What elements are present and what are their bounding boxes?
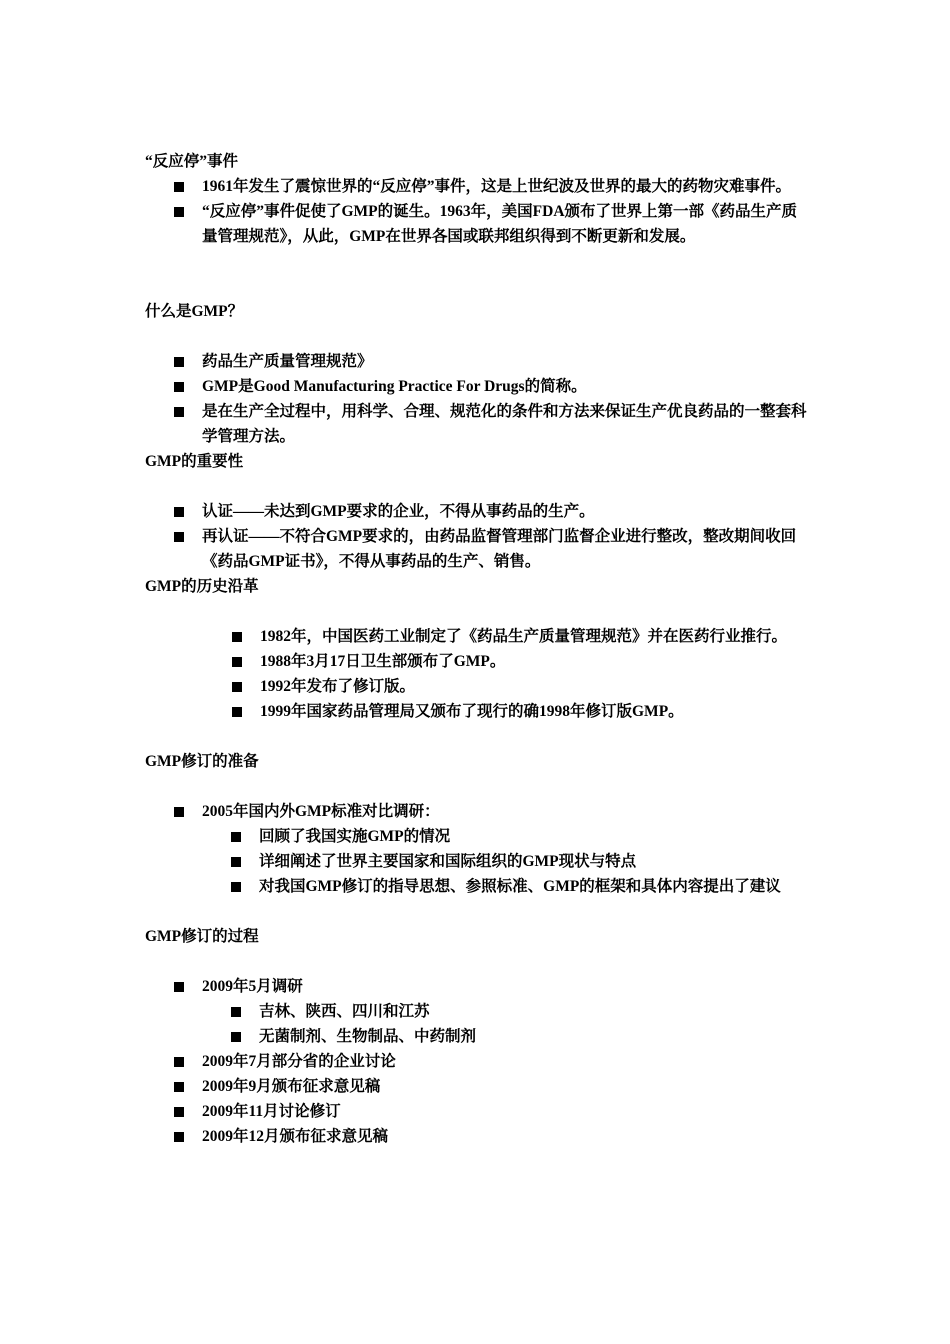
square-bullet-icon xyxy=(174,1132,184,1142)
list-item xyxy=(145,974,835,1049)
section-heading-history: GMP的历史沿革 xyxy=(145,578,259,595)
list-item xyxy=(145,1074,835,1099)
sub-bullet-list xyxy=(202,824,835,899)
square-bullet-icon xyxy=(174,382,184,392)
square-bullet-icon xyxy=(232,707,242,717)
list-item-text: 是在生产全过程中，用科学、合理、规范化的条件和方法来保证生产优良药品的一整套科学管理方法。 xyxy=(202,403,807,445)
square-bullet-icon xyxy=(174,357,184,367)
section-heading-thalidomide: “反应停”事件 xyxy=(145,153,239,170)
list-item-text: 2009年12月颁布征求意见稿 xyxy=(202,1128,389,1145)
list-item xyxy=(145,174,835,199)
section-heading-revision-process: GMP修订的过程 xyxy=(145,928,259,945)
square-bullet-icon xyxy=(174,507,184,517)
list-item-text: 2009年5月调研 xyxy=(202,978,303,995)
section-heading-revision-prep: GMP修订的准备 xyxy=(145,753,259,770)
sub-list-item xyxy=(202,1024,835,1049)
square-bullet-icon xyxy=(231,1007,241,1017)
list-item xyxy=(145,1099,835,1124)
list-item xyxy=(145,524,835,574)
square-bullet-icon xyxy=(231,1032,241,1042)
square-bullet-icon xyxy=(174,532,184,542)
list-item-text: 2009年11月讨论修订 xyxy=(202,1103,341,1120)
list-item xyxy=(145,674,835,699)
sub-list-item xyxy=(202,849,835,874)
list-item xyxy=(145,499,835,524)
sub-bullet-list xyxy=(202,999,835,1049)
square-bullet-icon xyxy=(231,832,241,842)
list-item-text: 1982年，中国医药工业制定了《药品生产质量管理规范》并在医药行业推行。 xyxy=(260,628,788,645)
sub-list-item xyxy=(202,999,835,1024)
list-item-text: 1999年国家药品管理局又颁布了现行的确1998年修订版GMP。 xyxy=(260,703,684,720)
square-bullet-icon xyxy=(231,857,241,867)
list-item-text: 认证——未达到GMP要求的企业，不得从事药品的生产。 xyxy=(202,503,595,520)
list-item-text: 2009年7月部分省的企业讨论 xyxy=(202,1053,396,1070)
square-bullet-icon xyxy=(232,682,242,692)
section-heading-what-is-gmp: 什么是GMP？ xyxy=(145,303,244,320)
bullet-list-history xyxy=(145,624,835,724)
bullet-list-what-is-gmp xyxy=(145,349,835,449)
list-item xyxy=(145,399,835,449)
list-item-text: 2005年国内外GMP标准对比调研： xyxy=(202,803,440,820)
list-item xyxy=(145,1049,835,1074)
list-item xyxy=(145,624,835,649)
bullet-list-importance xyxy=(145,499,835,574)
list-item xyxy=(145,349,835,374)
square-bullet-icon xyxy=(174,807,184,817)
square-bullet-icon xyxy=(174,182,184,192)
document-body xyxy=(145,149,835,1149)
square-bullet-icon xyxy=(174,1107,184,1117)
list-item-text: 药品生产质量管理规范》 xyxy=(202,353,373,370)
square-bullet-icon xyxy=(232,632,242,642)
square-bullet-icon xyxy=(174,1082,184,1092)
list-item xyxy=(145,374,835,399)
sub-list-item-text: 对我国GMP修订的指导思想、参照标准、GMP的框架和具体内容提出了建议 xyxy=(259,878,781,895)
square-bullet-icon xyxy=(232,657,242,667)
sub-list-item-text: 回顾了我国实施GMP的情况 xyxy=(259,828,451,845)
list-item xyxy=(145,199,835,249)
bullet-list-revision-prep xyxy=(145,799,835,899)
sub-list-item xyxy=(202,874,835,899)
sub-list-item-text: 详细阐述了世界主要国家和国际组织的GMP现状与特点 xyxy=(259,853,637,870)
bullet-list-revision-process xyxy=(145,974,835,1149)
list-item-text: GMP是Good Manufacturing Practice For Drugs的简称。 xyxy=(202,378,587,395)
list-item-text: 2009年9月颁布征求意见稿 xyxy=(202,1078,381,1095)
list-item-text: 1961年发生了震惊世界的“反应停”事件，这是上世纪波及世界的最大的药物灾难事件。 xyxy=(202,178,792,195)
list-item-text: 再认证——不符合GMP要求的，由药品监督管理部门监督企业进行整改，整改期间收回《药品GMP证书》，不得从事药品的生产、销售。 xyxy=(202,528,797,570)
square-bullet-icon xyxy=(174,982,184,992)
list-item xyxy=(145,699,835,724)
square-bullet-icon xyxy=(174,407,184,417)
list-item-text: 1988年3月17日卫生部颁布了GMP。 xyxy=(260,653,506,670)
list-item xyxy=(145,799,835,899)
list-item xyxy=(145,649,835,674)
list-item-text: 1992年发布了修订版。 xyxy=(260,678,416,695)
list-item-text: “反应停”事件促使了GMP的诞生。1963年，美国FDA颁布了世界上第一部《药品生产质量管理规范》，从此，GMP在世界各国或联邦组织得到不断更新和发展。 xyxy=(202,203,798,245)
bullet-list-thalidomide xyxy=(145,174,835,249)
sub-list-item xyxy=(202,824,835,849)
section-heading-importance: GMP的重要性 xyxy=(145,453,244,470)
list-item xyxy=(145,1124,835,1149)
square-bullet-icon xyxy=(174,1057,184,1067)
square-bullet-icon xyxy=(231,882,241,892)
sub-list-item-text: 吉林、陕西、四川和江苏 xyxy=(259,1003,430,1020)
square-bullet-icon xyxy=(174,207,184,217)
sub-list-item-text: 无菌制剂、生物制品、中药制剂 xyxy=(259,1028,477,1045)
